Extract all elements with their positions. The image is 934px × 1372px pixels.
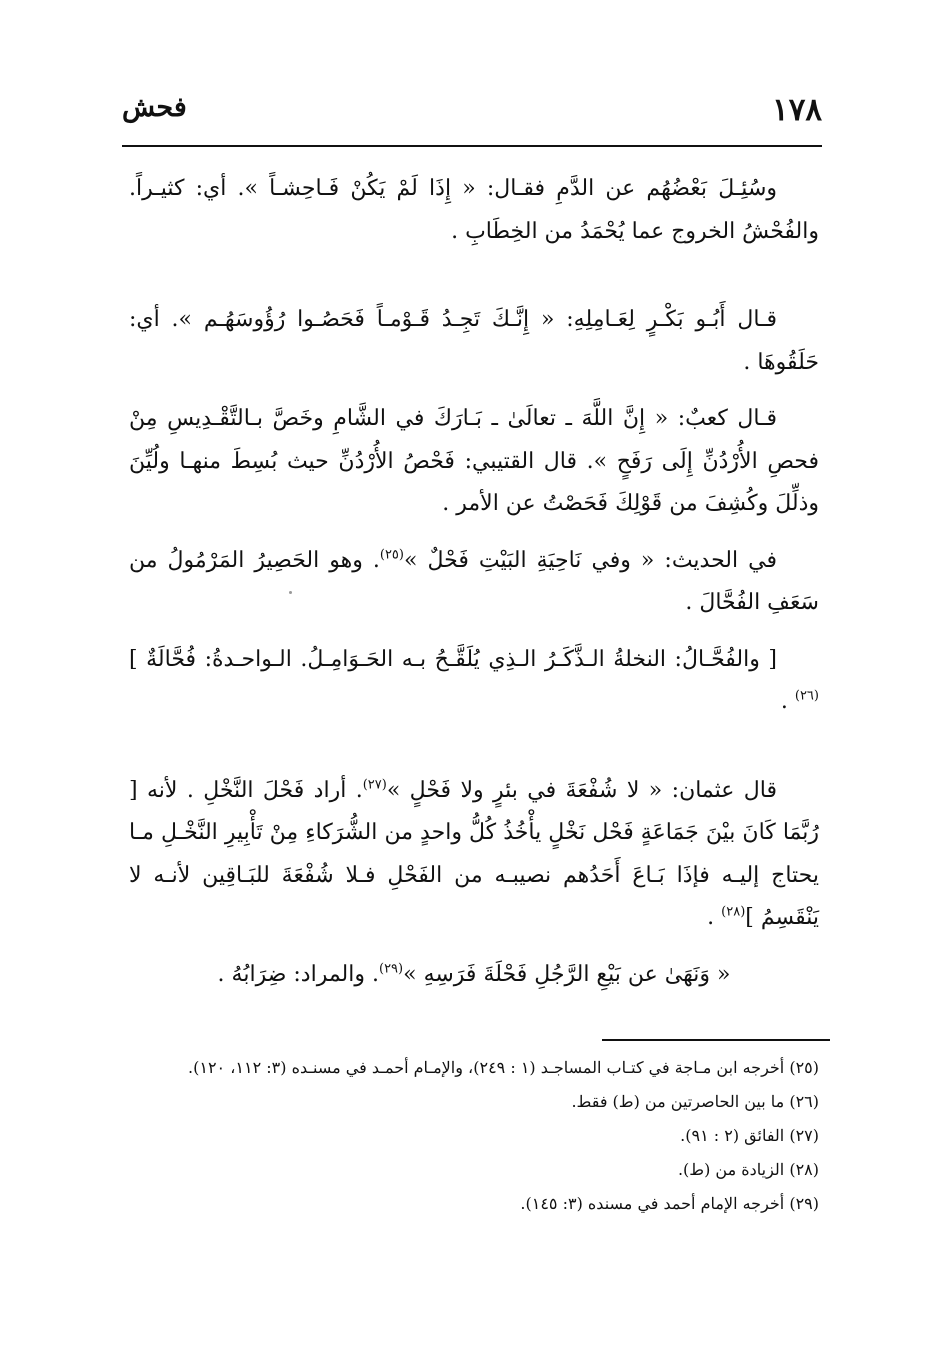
note-ref-25: (٢٥)	[379, 547, 404, 563]
note-ref-27: (٢٧)	[362, 777, 387, 793]
running-head	[122, 86, 822, 136]
footnote-26: (٢٦) ما بين الحاصرتين من (ط) فقط.	[571, 1092, 819, 1111]
header-rule	[122, 145, 822, 147]
entry-body	[129, 168, 819, 996]
paragraph-uthman: قال عثمان: « لا شُفْعَةَ في بئرٍ ولا فَحْلٍ »$^{(٢٧)}$. أراد فَحْلَ النَّخْلِ . لأنه [ رُبَّمَا كَانَ بيْنَ جَمَاعَةٍ فَحْل نَخْلٍ يأْخُذُ كُلُّ واحدٍ من الشُّرَكاءِ مِنْ تَأْبِيرِ النَّخْـلِ مـا يحتاج إليـه فإذَا بَـاعَ أَحَدُهم نصيبـه من الفَحْلِ فـلا شُفْعَةَ للبَـاقِين لأنـه لا يَنْقَسِمُ ]$^{(٢٨)}$ .	[129, 777, 819, 930]
footnote-25: (٢٥) أخرجه ابن مـاجة في كتـاب المساجـد (١ : ٢٤٩)، والإمـام أحمـد في مسنـده (٣: ١١٢، ١٢٠).	[188, 1058, 819, 1077]
paragraph-kaab: قـال كعبٌ: « إِنَّ اللَّهَ ـ تعالَىٰ ـ بَـارَكَ في الشَّامِ وخَصَّ بـالتَّقْـدِيسِ مِنْ فحصِ الأُرْدُنِّ إِلَى رَفَحٍ ». قال القتيبي: فَحْصُ الأُرْدُنِّ حيث بُسِطَ منهـا ولُيِّنَ وذلِّلَ وكُشِفَ من قَوْلِكَ فَحَصْتُ عن الأمر .	[129, 406, 819, 516]
note-ref-29: (٢٩)	[378, 961, 404, 977]
paragraph-fuhhal: [ والفُحَّـالُ: النخلةُ الـذَّكَـرُ الـذِي يُلَقَّـحُ بـه الحَـوَامِـلُ. الـواحـدةُ: فُحَّالَةٌ ]$^{(٢٦)}$ .	[129, 646, 819, 714]
paragraph-prohibition: « وَنَهَىٰ عن بَيْعِ الرَّجُلِ فَحْلَةَ فَرَسِهِ »$^{(٢٩)}$. والمراد: ضِرَابُهُ .	[217, 961, 731, 987]
page-number: ١٧٨	[772, 92, 822, 128]
paragraph-abu-bakr: قـال أَبُـو بَكْـرٍ لِعَـامِلِهِ: « إِنَّـكَ تَجِـدُ قَـوْمـاً فَحَصُـوا رُؤُوسَهُـم ». أي: حَلَقُوهَا .	[129, 307, 819, 375]
print-speck	[289, 591, 292, 594]
note-ref-28: (٢٨)	[721, 904, 746, 920]
footnote-rule	[602, 1039, 830, 1041]
entry-word: فحش	[122, 92, 187, 123]
footnote-27: (٢٧) الفائق (٢ : ٩١).	[680, 1126, 819, 1145]
paragraph-fahish: وسُئِـلَ بَعْضُهُم عن الدَّمِ فقـال: « إِذَا لَمْ يَكُنْ فَـاحِشـاً ». أي: كثيـراً. والفُحْشُ الخروج عما يُحْمَدُ من الخِطَابِ .	[129, 176, 819, 244]
footnote-28: (٢٨) الزيادة من (ط).	[677, 1160, 819, 1179]
note-ref-26: (٢٦)	[794, 688, 819, 704]
footnotes	[129, 1051, 819, 1221]
paragraph-hadith: في الحديث: « وفي نَاحِيَةِ البَيْتِ فَحْلٌ »$^{(٢٥)}$. وهو الحَصِيرُ المَرْمُولُ من سَعَفِ الفُحَّالَ .	[129, 547, 819, 615]
footnote-29: (٢٩) أخرجه الإمام أحمد في مسنده (٣: ١٤٥).	[520, 1194, 819, 1213]
